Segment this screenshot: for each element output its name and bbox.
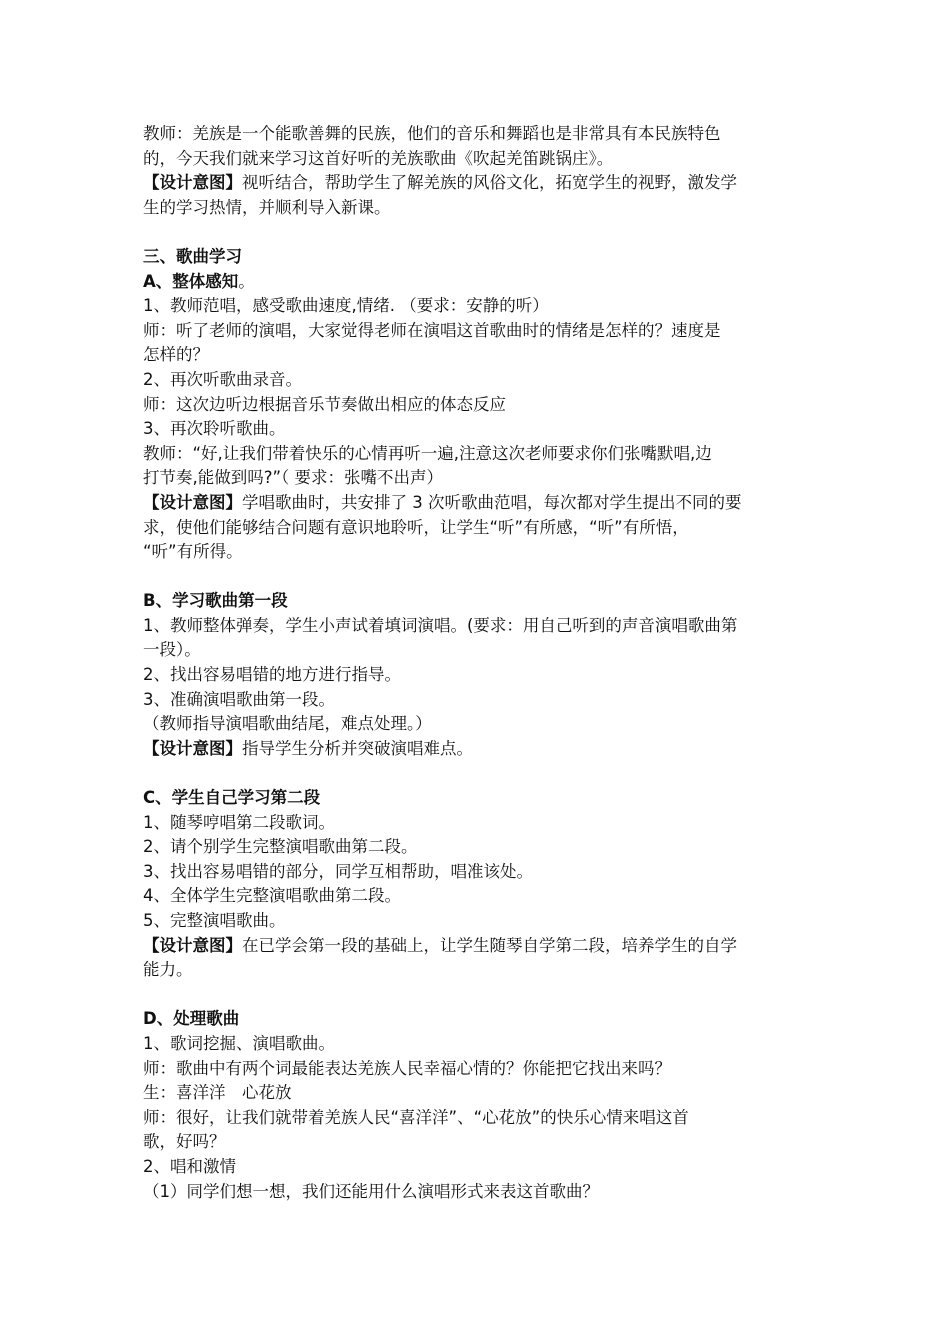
list-item: 2、唱和激情 — [143, 1156, 236, 1176]
list-item: 2、再次听歌曲录音。 — [143, 369, 302, 389]
list-item: 3、找出容易唱错的部分，同学互相帮助，唱准该处。 — [143, 861, 533, 881]
blank-line — [143, 565, 815, 590]
design-intent-text: 指导学生分析并突破演唱难点。 — [242, 738, 473, 758]
body-line: 歌，好吗？ — [143, 1132, 226, 1152]
design-intent-tag: 【设计意图】 — [143, 173, 242, 193]
document-page — [143, 122, 815, 1204]
list-item: 4、全体学生完整演唱歌曲第二段。 — [143, 886, 401, 906]
design-intent-tag: 【设计意图】 — [143, 738, 242, 758]
list-item: 3、再次聆听歌曲。 — [143, 419, 286, 439]
list-item: 2、找出容易唱错的地方进行指导。 — [143, 665, 401, 685]
design-intent-tag: 【设计意图】 — [143, 492, 242, 512]
design-intent — [143, 171, 815, 196]
subsection-heading: B、学习歌曲第一段 — [143, 591, 288, 611]
subsection-title-tail: 。 — [238, 271, 255, 291]
subsection-heading: C、学生自己学习第二段 — [143, 788, 321, 808]
design-intent — [143, 737, 815, 762]
body-line: 怎样的？ — [143, 345, 209, 365]
blank-line — [143, 761, 815, 786]
intro-line: 教师：羌族是一个能歌善舞的民族，他们的音乐和舞蹈也是非常具有本民族特色 — [143, 124, 721, 143]
design-intent-text: 在已学会第一段的基础上，让学生随琴自学第二段，培养学生的自学 — [242, 935, 737, 955]
design-intent-text: 生的学习热情，并顺利导入新课。 — [143, 197, 391, 217]
body-line: 师：很好，让我们就带着羌族人民“喜洋洋”、“心花放”的快乐心情来唱这首 — [143, 1107, 689, 1127]
body-line: 师：歌曲中有两个词最能表达羌族人民幸福心情的？你能把它找出来吗？ — [143, 1058, 671, 1078]
subsection-title: A、整体感知 — [143, 271, 239, 291]
list-item: 1、教师范唱，感受歌曲速度,情绪. （要求：安静的听） — [143, 296, 549, 316]
list-item: 一段）。 — [143, 640, 201, 660]
section-heading: 三、歌曲学习 — [143, 246, 242, 266]
list-item: 5、完整演唱歌曲。 — [143, 911, 286, 930]
list-item: 1、教师整体弹奏，学生小声试着填词演唱。(要求：用自己听到的声音演唱歌曲第 — [143, 615, 738, 635]
list-item: 3、准确演唱歌曲第一段。 — [143, 689, 335, 709]
list-item: （1）同学们想一想，我们还能用什么演唱形式来表这首歌曲？ — [143, 1181, 599, 1201]
blank-line — [143, 220, 815, 245]
body-line: 教师：“好,让我们带着快乐的心情再听一遍,注意这次老师要求你们张嘴默唱,边 — [143, 443, 712, 463]
design-intent-text: 求，使他们能够结合问题有意识地聆听，让学生“听”有所感，“听”有所悟， — [143, 517, 689, 537]
design-intent — [143, 934, 815, 959]
design-intent-text: 能力。 — [143, 960, 193, 980]
design-intent-text: “听”有所得。 — [143, 542, 243, 562]
design-intent — [143, 491, 815, 516]
subsection-heading: D、处理歌曲 — [143, 1009, 240, 1029]
design-intent-text: 学唱歌曲时，共安排了 3 次听歌曲范唱，每次都对学生提出不同的要 — [242, 492, 742, 512]
list-item: 1、歌词挖掘、演唱歌曲。 — [143, 1033, 335, 1053]
subsection-heading — [143, 270, 815, 295]
body-line: 师：这次边听边根据音乐节奏做出相应的体态反应 — [143, 394, 506, 414]
blank-line — [143, 983, 815, 1008]
body-line: 师：听了老师的演唱，大家觉得老师在演唱这首歌曲时的情绪是怎样的？速度是 — [143, 320, 721, 340]
list-item: 2、请个别学生完整演唱歌曲第二段。 — [143, 837, 418, 857]
body-line: 生：喜洋洋 心花放 — [143, 1083, 292, 1103]
design-intent-text: 视听结合，帮助学生了解羌族的风俗文化，拓宽学生的视野，激发学 — [242, 173, 737, 193]
list-item: 1、随琴哼唱第二段歌词。 — [143, 812, 335, 832]
body-line: （教师指导演唱歌曲结尾，难点处理。） — [143, 714, 432, 734]
intro-line: 的，今天我们就来学习这首好听的羌族歌曲《吹起羌笛跳锅庄》。 — [143, 148, 614, 168]
body-line: 打节奏,能做到吗?”（ 要求：张嘴不出声） — [143, 468, 444, 488]
design-intent-tag: 【设计意图】 — [143, 935, 242, 955]
